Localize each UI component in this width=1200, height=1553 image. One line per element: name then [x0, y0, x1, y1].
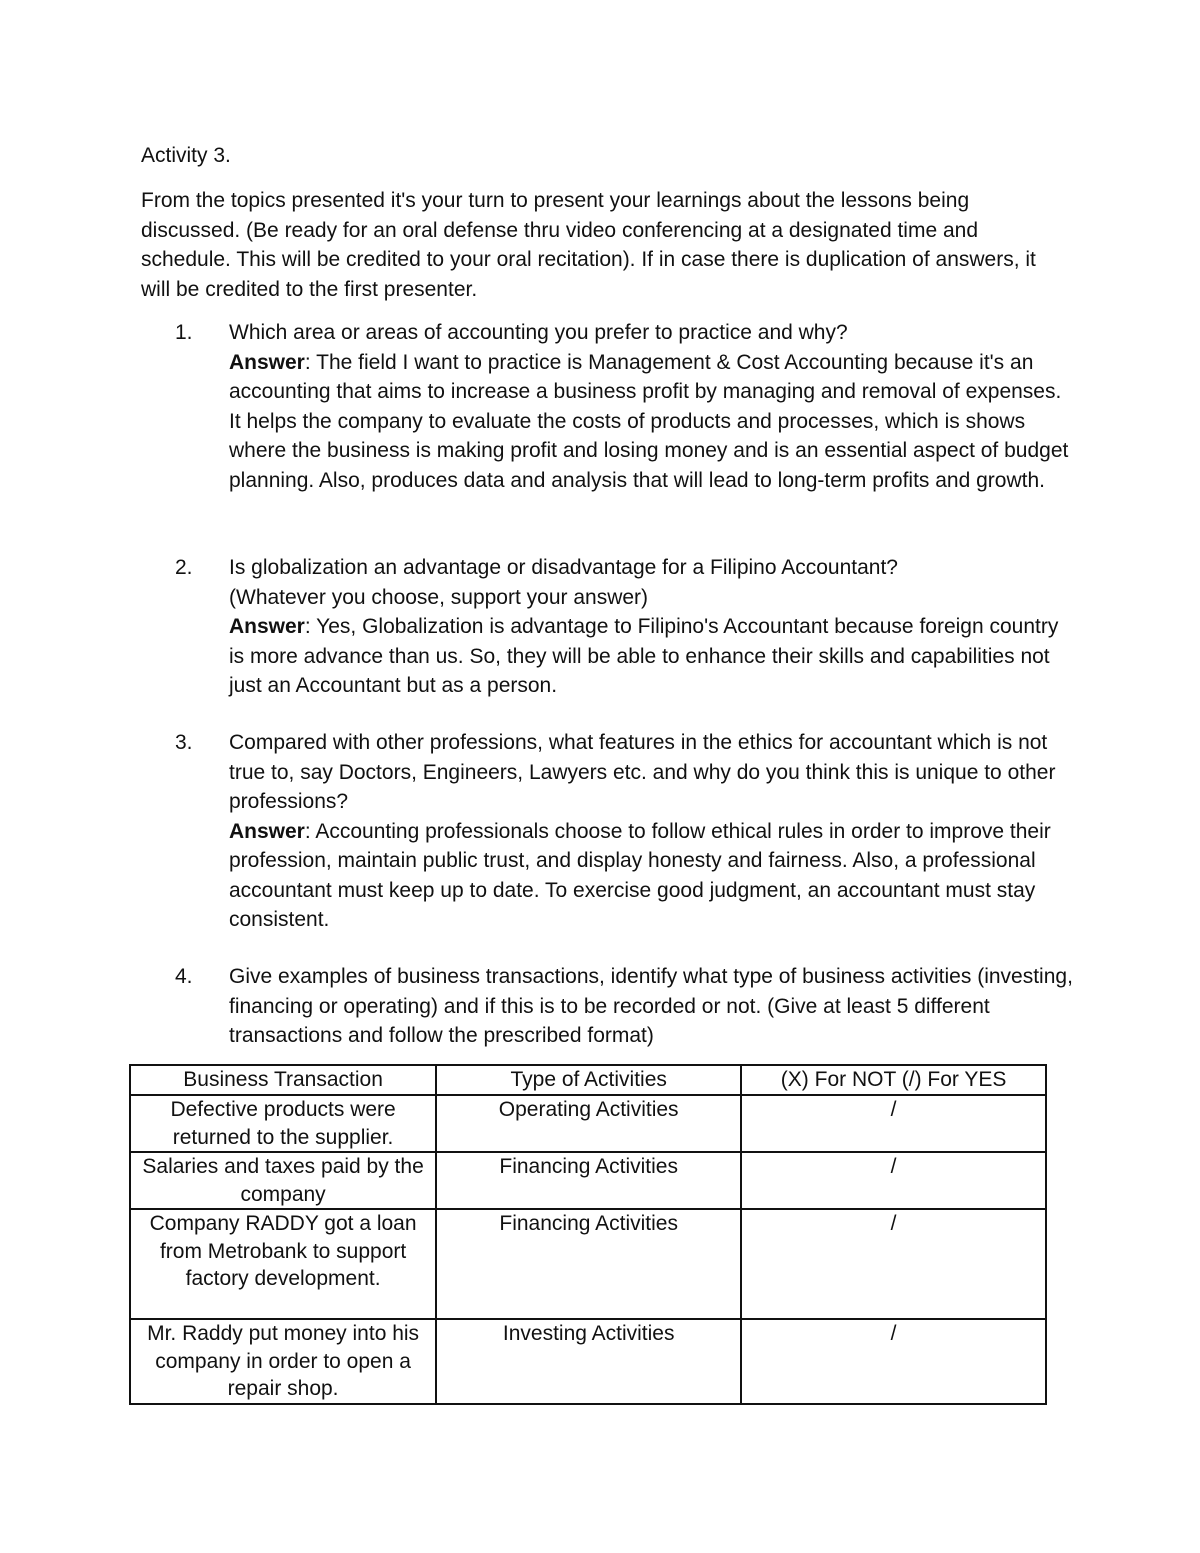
- question-note: (Whatever you choose, support your answer): [229, 585, 649, 609]
- activity-title: Activity 3.: [141, 144, 231, 167]
- table-row: [130, 1319, 1046, 1404]
- question-text: Compared with other professions, what features in the ethics for accountant which is not true to, say Doctors, Engineers, Lawyers etc. and why do you think this is unique to other professions?: [229, 731, 1056, 813]
- answer-text: : The field I want to practice is Management & Cost Accounting because it's an accounting that aims to increase a business profit by managing and removal of expenses. It helps the company to evaluate the costs of products and processes, which is shows where the business is making profit and losing money and is an essential aspect of budget planning. Also, produces data and analysis that will lead to long-term profits and growth.: [229, 350, 1069, 492]
- cell-transaction: Defective products were returned to the supplier.: [130, 1095, 436, 1152]
- answer-text: : Yes, Globalization is advantage to Filipino's Accountant because foreign country is more advance than us. So, they will be able to enhance their skills and capabilities not just an Accountant but as a person.: [229, 615, 1059, 697]
- question-number: 2.: [175, 556, 193, 579]
- answer-block: [229, 612, 1075, 701]
- header-recorded: (X) For NOT (/) For YES: [741, 1065, 1046, 1095]
- answer-block: [229, 817, 1075, 935]
- header-business-transaction: Business Transaction: [130, 1065, 436, 1095]
- answer-label: Answer: [229, 350, 305, 374]
- cell-transaction: Mr. Raddy put money into his company in order to open a repair shop.: [130, 1319, 436, 1404]
- answer-text: : Accounting professionals choose to follow ethical rules in order to improve their profession, maintain public trust, and display honesty and fairness. Also, a professional accountant must keep up to date. To exercise good judgment, an accountant must stay consistent.: [229, 819, 1051, 931]
- transactions-table: [129, 1064, 1047, 1405]
- cell-activity-type: Financing Activities: [436, 1209, 741, 1319]
- header-type-of-activities: Type of Activities: [436, 1065, 741, 1095]
- cell-transaction: Salaries and taxes paid by the company: [130, 1152, 436, 1209]
- cell-transaction: Company RADDY got a loan from Metrobank to support factory development.: [130, 1209, 436, 1319]
- table-row: [130, 1095, 1046, 1152]
- question-number: 4.: [175, 965, 193, 988]
- cell-activity-type: Financing Activities: [436, 1152, 741, 1209]
- cell-recorded: /: [741, 1209, 1046, 1319]
- table-row: [130, 1152, 1046, 1209]
- question-text: Which area or areas of accounting you prefer to practice and why?: [229, 321, 848, 344]
- question-body: [229, 728, 1075, 935]
- question-body: [229, 553, 1075, 701]
- question-body: [229, 318, 1075, 495]
- answer-label: Answer: [229, 615, 305, 638]
- question-text: Is globalization an advantage or disadvantage for a Filipino Accountant?: [229, 556, 898, 579]
- cell-activity-type: Operating Activities: [436, 1095, 741, 1152]
- answer-block: [229, 348, 1075, 496]
- question-text: Give examples of business transactions, identify what type of business activities (investing, financing or operating) and if this is to be recorded or not. (Give at least 5 different transactions and follow the prescribed format): [229, 965, 1073, 1047]
- question-number: 3.: [175, 731, 193, 754]
- answer-label: Answer: [229, 819, 305, 843]
- cell-recorded: /: [741, 1095, 1046, 1152]
- table-header-row: [130, 1065, 1046, 1095]
- cell-activity-type: Investing Activities: [436, 1319, 741, 1404]
- cell-recorded: /: [741, 1319, 1046, 1404]
- table-row: [130, 1209, 1046, 1319]
- cell-recorded: /: [741, 1152, 1046, 1209]
- question-number: 1.: [175, 321, 193, 344]
- question-body: [229, 962, 1075, 1051]
- intro-paragraph: From the topics presented it's your turn to present your learnings about the lessons being discussed. (Be ready for an oral defense thru video conferencing at a designated time and schedule. This will be credited to your oral recitation). If in case there is duplication of answers, it will be credited to the first presenter.: [141, 189, 1036, 301]
